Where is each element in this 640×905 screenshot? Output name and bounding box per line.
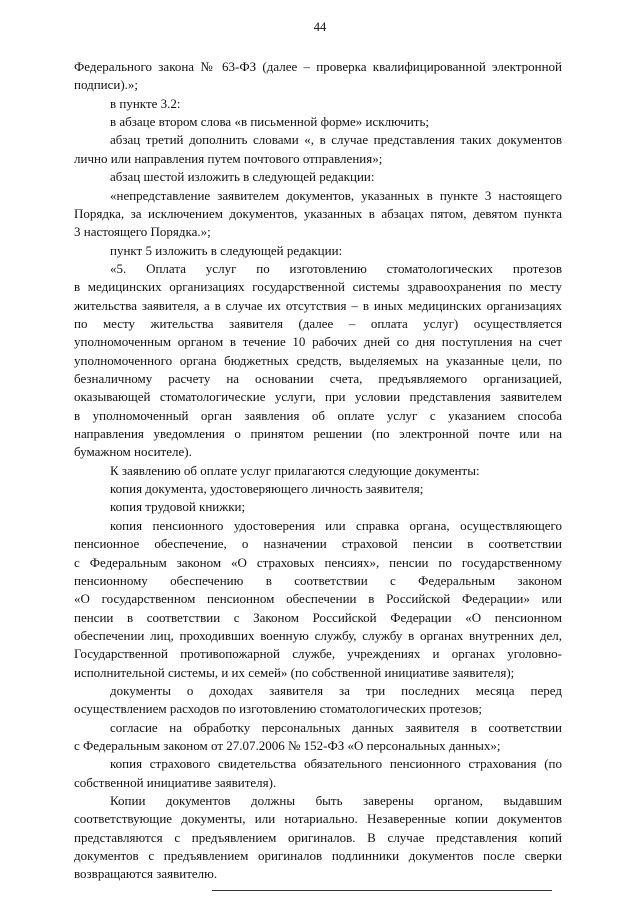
text-line: соответствующие документы, или нотариально. Незаверенные копии документов	[74, 811, 562, 827]
text-line: бумажном носителе).	[74, 444, 192, 460]
text-line: копия страхового свидетельства обязательного пенсионного страхования (по	[110, 756, 562, 772]
text-line: абзац шестой изложить в следующей редакции:	[110, 169, 375, 185]
text-line: Федерального закона № 63-ФЗ (далее – проверка квалифицированной электронной	[74, 59, 562, 74]
page-number: 44	[313, 20, 327, 34]
text-line: по месту жительства заявителя (далее – оплата услуг) осуществляется	[74, 315, 562, 331]
text-line: «непредставление заявителем документов, указанных в пункте 3 настоящего	[110, 187, 562, 203]
text-line: направления уведомления о принятом решении (по электронной почте или на	[74, 426, 562, 441]
text-line: с Федеральным законом от 27.07.2006 № 152-ФЗ «О персональных данных»;	[74, 738, 501, 753]
text-line: «5. Оплата услуг по изготовлению стоматологических протезов	[110, 260, 562, 276]
text-line: уполномоченного органа бюджетных средств, выделяемых на указанные цели, по	[74, 352, 562, 368]
text-line: документы о доходах заявителя за три последних месяца перед	[110, 682, 562, 698]
text-line: копия документа, удостоверяющего личность заявителя;	[110, 481, 424, 497]
text-line: копия пенсионного удостоверения или справка органа, осуществляющего	[110, 517, 562, 533]
text-line: обеспечении лиц, проходивших военную службу, службу в органах внутренних дел,	[74, 627, 562, 643]
text-line: документов с предъявлением оригиналов подлинники документов после сверки	[74, 848, 562, 864]
text-line: осуществлением расходов по изготовлению стоматологических протезов;	[74, 701, 482, 717]
footer-rule	[212, 890, 552, 891]
text-line: Государственной противопожарной службе, учреждениях и органах уголовно-	[74, 646, 562, 662]
text-line: в медицинских организациях государственной системы здравоохранения по месту	[74, 279, 562, 295]
text-line: копия трудовой книжки;	[110, 499, 246, 515]
text-line: в уполномоченный орган заявления об оплате услуг с указанием способа	[74, 407, 562, 423]
text-line: «О государственном пенсионном обеспечении в Российской Федерации» или	[74, 591, 562, 607]
text-line: собственной инициативе заявителя).	[74, 774, 277, 790]
text-line: согласие на обработку персональных данных заявителя в соответствии	[110, 719, 562, 735]
text-line: Копии документов должны быть заверены органом, выдавшим	[110, 793, 562, 808]
text-line: абзац третий дополнить словами «, в случае представления таких документов	[110, 132, 562, 148]
text-line: исполнительной системы, и их семей» (по собственной инициативе заявителя);	[74, 664, 515, 680]
text-line: К заявлению об оплате услуг прилагаются следующие документы:	[110, 462, 480, 478]
text-line: 3 настоящего Порядка.»;	[74, 224, 211, 240]
text-line: Порядка, за исключением документов, указанных в абзацах пятом, девятом пункта	[74, 205, 562, 221]
text-line: пенсии в соответствии с Законом Российской Федерации «О пенсионном	[74, 609, 562, 625]
text-line: представляются с предъявлением оригиналов. В случае представления копий	[74, 829, 562, 845]
text-line: уполномоченным органом в течение 10 рабочих дней со дня поступления на счет	[74, 334, 562, 350]
text-line: с Федеральным законом «О страховых пенсиях», пенсии по государственному	[74, 554, 562, 570]
text-line: в абзаце втором слова «в письменной форме» исключить;	[110, 114, 430, 130]
text-line: в пункте 3.2:	[110, 95, 181, 111]
text-line: пенсионному обеспечению в соответствии с Федеральным законом	[74, 572, 562, 588]
text-line: пенсионное обеспечение, о назначении страховой пенсии в соответствии	[74, 536, 562, 552]
text-line: подписи).»;	[74, 77, 139, 93]
text-line: безналичному расчету на основании счета, предъявляемого организацией,	[74, 371, 562, 386]
text-line: пункт 5 изложить в следующей редакции:	[110, 242, 343, 258]
text-line: возвращаются заявителю.	[74, 866, 218, 882]
text-line: лично или направления путем почтового отправления»;	[74, 150, 383, 166]
text-line: жительства заявителя, а в случае их отсутствия – в иных медицинских организациях	[74, 297, 562, 313]
text-line: оказывающей стоматологические услуги, при условии представления заявителем	[74, 389, 562, 405]
